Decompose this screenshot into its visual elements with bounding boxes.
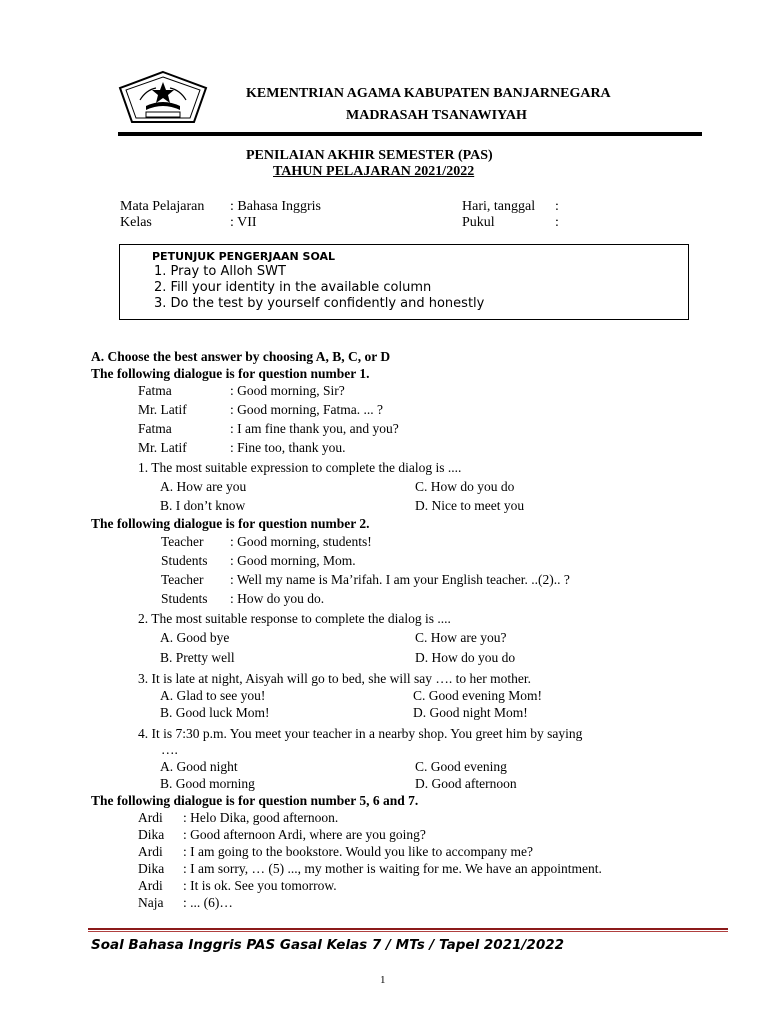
dialogue-line: : I am sorry, … (5) ..., my mother is waiting for me. We have an appointment.: [183, 861, 602, 876]
option-a[interactable]: A. How are you: [160, 479, 247, 494]
speaker: Teacher: [161, 572, 204, 587]
instruction-item: 3. Do the test by yourself confidently and honestly: [154, 296, 485, 311]
dialogue-line: : Good morning, Fatma. ... ?: [230, 402, 383, 417]
option-b[interactable]: B. Good luck Mom!: [160, 705, 270, 720]
option-c[interactable]: C. How are you?: [415, 630, 507, 645]
dialogue-line: : I am going to the bookstore. Would you like to accompany me?: [183, 844, 533, 859]
dialogue-intro: The following dialogue is for question number 5, 6 and 7.: [91, 793, 419, 808]
ministry-name: KEMENTRIAN AGAMA KABUPATEN BANJARNEGARA: [246, 86, 611, 101]
dialogue-line: : How do you do.: [230, 591, 325, 606]
speaker: Naja: [138, 895, 164, 910]
subject-label: Mata Pelajaran: [120, 199, 205, 214]
time-value: :: [555, 215, 559, 230]
speaker: Ardi: [138, 844, 163, 859]
dialogue-line: : Good afternoon Ardi, where are you going?: [183, 827, 426, 842]
option-a[interactable]: A. Good bye: [160, 630, 230, 645]
dialogue-line: : It is ok. See you tomorrow.: [183, 878, 337, 893]
option-b[interactable]: B. I don’t know: [160, 498, 246, 513]
option-d[interactable]: D. Good night Mom!: [413, 705, 528, 720]
instructions-title: PETUNJUK PENGERJAAN SOAL: [152, 250, 336, 263]
speaker: Mr. Latif: [138, 440, 187, 455]
exam-year: TAHUN PELAJARAN 2021/2022: [273, 164, 475, 179]
dialogue-line: : Good morning, students!: [230, 534, 372, 549]
speaker: Dika: [138, 827, 165, 842]
page-number: 1: [380, 974, 386, 986]
option-d[interactable]: D. Nice to meet you: [415, 498, 525, 513]
speaker: Fatma: [138, 421, 172, 436]
option-b[interactable]: B. Good morning: [160, 776, 255, 791]
date-label: Hari, tanggal: [462, 199, 536, 214]
kemenag-logo-icon: [116, 70, 210, 126]
dialogue-line: : Well my name is Ma’rifah. I am your English teacher. ..(2).. ?: [230, 572, 570, 587]
footer-text: Soal Bahasa Inggris PAS Gasal Kelas 7 / MTs / Tapel 2021/2022: [91, 937, 564, 953]
question-4: 4. It is 7:30 p.m. You meet your teacher in a nearby shop. You greet him by saying: [138, 726, 583, 741]
speaker: Teacher: [161, 534, 204, 549]
speaker: Dika: [138, 861, 165, 876]
option-b[interactable]: B. Pretty well: [160, 650, 235, 665]
speaker: Mr. Latif: [138, 402, 187, 417]
option-c[interactable]: C. Good evening Mom!: [413, 688, 542, 703]
instruction-item: 2. Fill your identity in the available column: [154, 280, 432, 295]
dialogue-line: : ... (6)…: [183, 895, 233, 910]
question-2: 2. The most suitable response to complete the dialog is ....: [138, 611, 451, 626]
class-value: : VII: [230, 215, 257, 230]
dialogue-line: : I am fine thank you, and you?: [230, 421, 399, 436]
question-1: 1. The most suitable expression to complete the dialog is ....: [138, 460, 462, 475]
option-c[interactable]: C. Good evening: [415, 759, 507, 774]
time-label: Pukul: [462, 215, 495, 230]
dialogue-line: : Good morning, Sir?: [230, 383, 345, 398]
class-label: Kelas: [120, 215, 152, 230]
speaker: Students: [161, 591, 208, 606]
speaker: Fatma: [138, 383, 172, 398]
dialogue-line: : Fine too, thank you.: [230, 440, 346, 455]
section-heading: A. Choose the best answer by choosing A, B, C, or D: [91, 349, 391, 364]
dialogue-intro: The following dialogue is for question number 2.: [91, 516, 370, 531]
exam-title: PENILAIAN AKHIR SEMESTER (PAS): [246, 148, 493, 163]
speaker: Ardi: [138, 810, 163, 825]
dialogue-line: : Helo Dika, good afternoon.: [183, 810, 339, 825]
question-4-continuation: ….: [161, 742, 178, 757]
question-3: 3. It is late at night, Aisyah will go to bed, she will say …. to her mother.: [138, 671, 531, 686]
footer-divider-thin: [88, 931, 728, 932]
dialogue-intro: The following dialogue is for question number 1.: [91, 366, 370, 381]
instruction-item: 1. Pray to Alloh SWT: [154, 264, 286, 279]
date-value: :: [555, 199, 559, 214]
option-d[interactable]: D. Good afternoon: [415, 776, 517, 791]
subject-value: : Bahasa Inggris: [230, 199, 321, 214]
school-name: MADRASAH TSANAWIYAH: [346, 108, 527, 123]
option-a[interactable]: A. Good night: [160, 759, 238, 774]
dialogue-line: : Good morning, Mom.: [230, 553, 356, 568]
header-divider: [118, 132, 702, 136]
option-d[interactable]: D. How do you do: [415, 650, 516, 665]
speaker: Students: [161, 553, 208, 568]
footer-divider: [88, 928, 728, 930]
option-a[interactable]: A. Glad to see you!: [160, 688, 266, 703]
speaker: Ardi: [138, 878, 163, 893]
option-c[interactable]: C. How do you do: [415, 479, 515, 494]
